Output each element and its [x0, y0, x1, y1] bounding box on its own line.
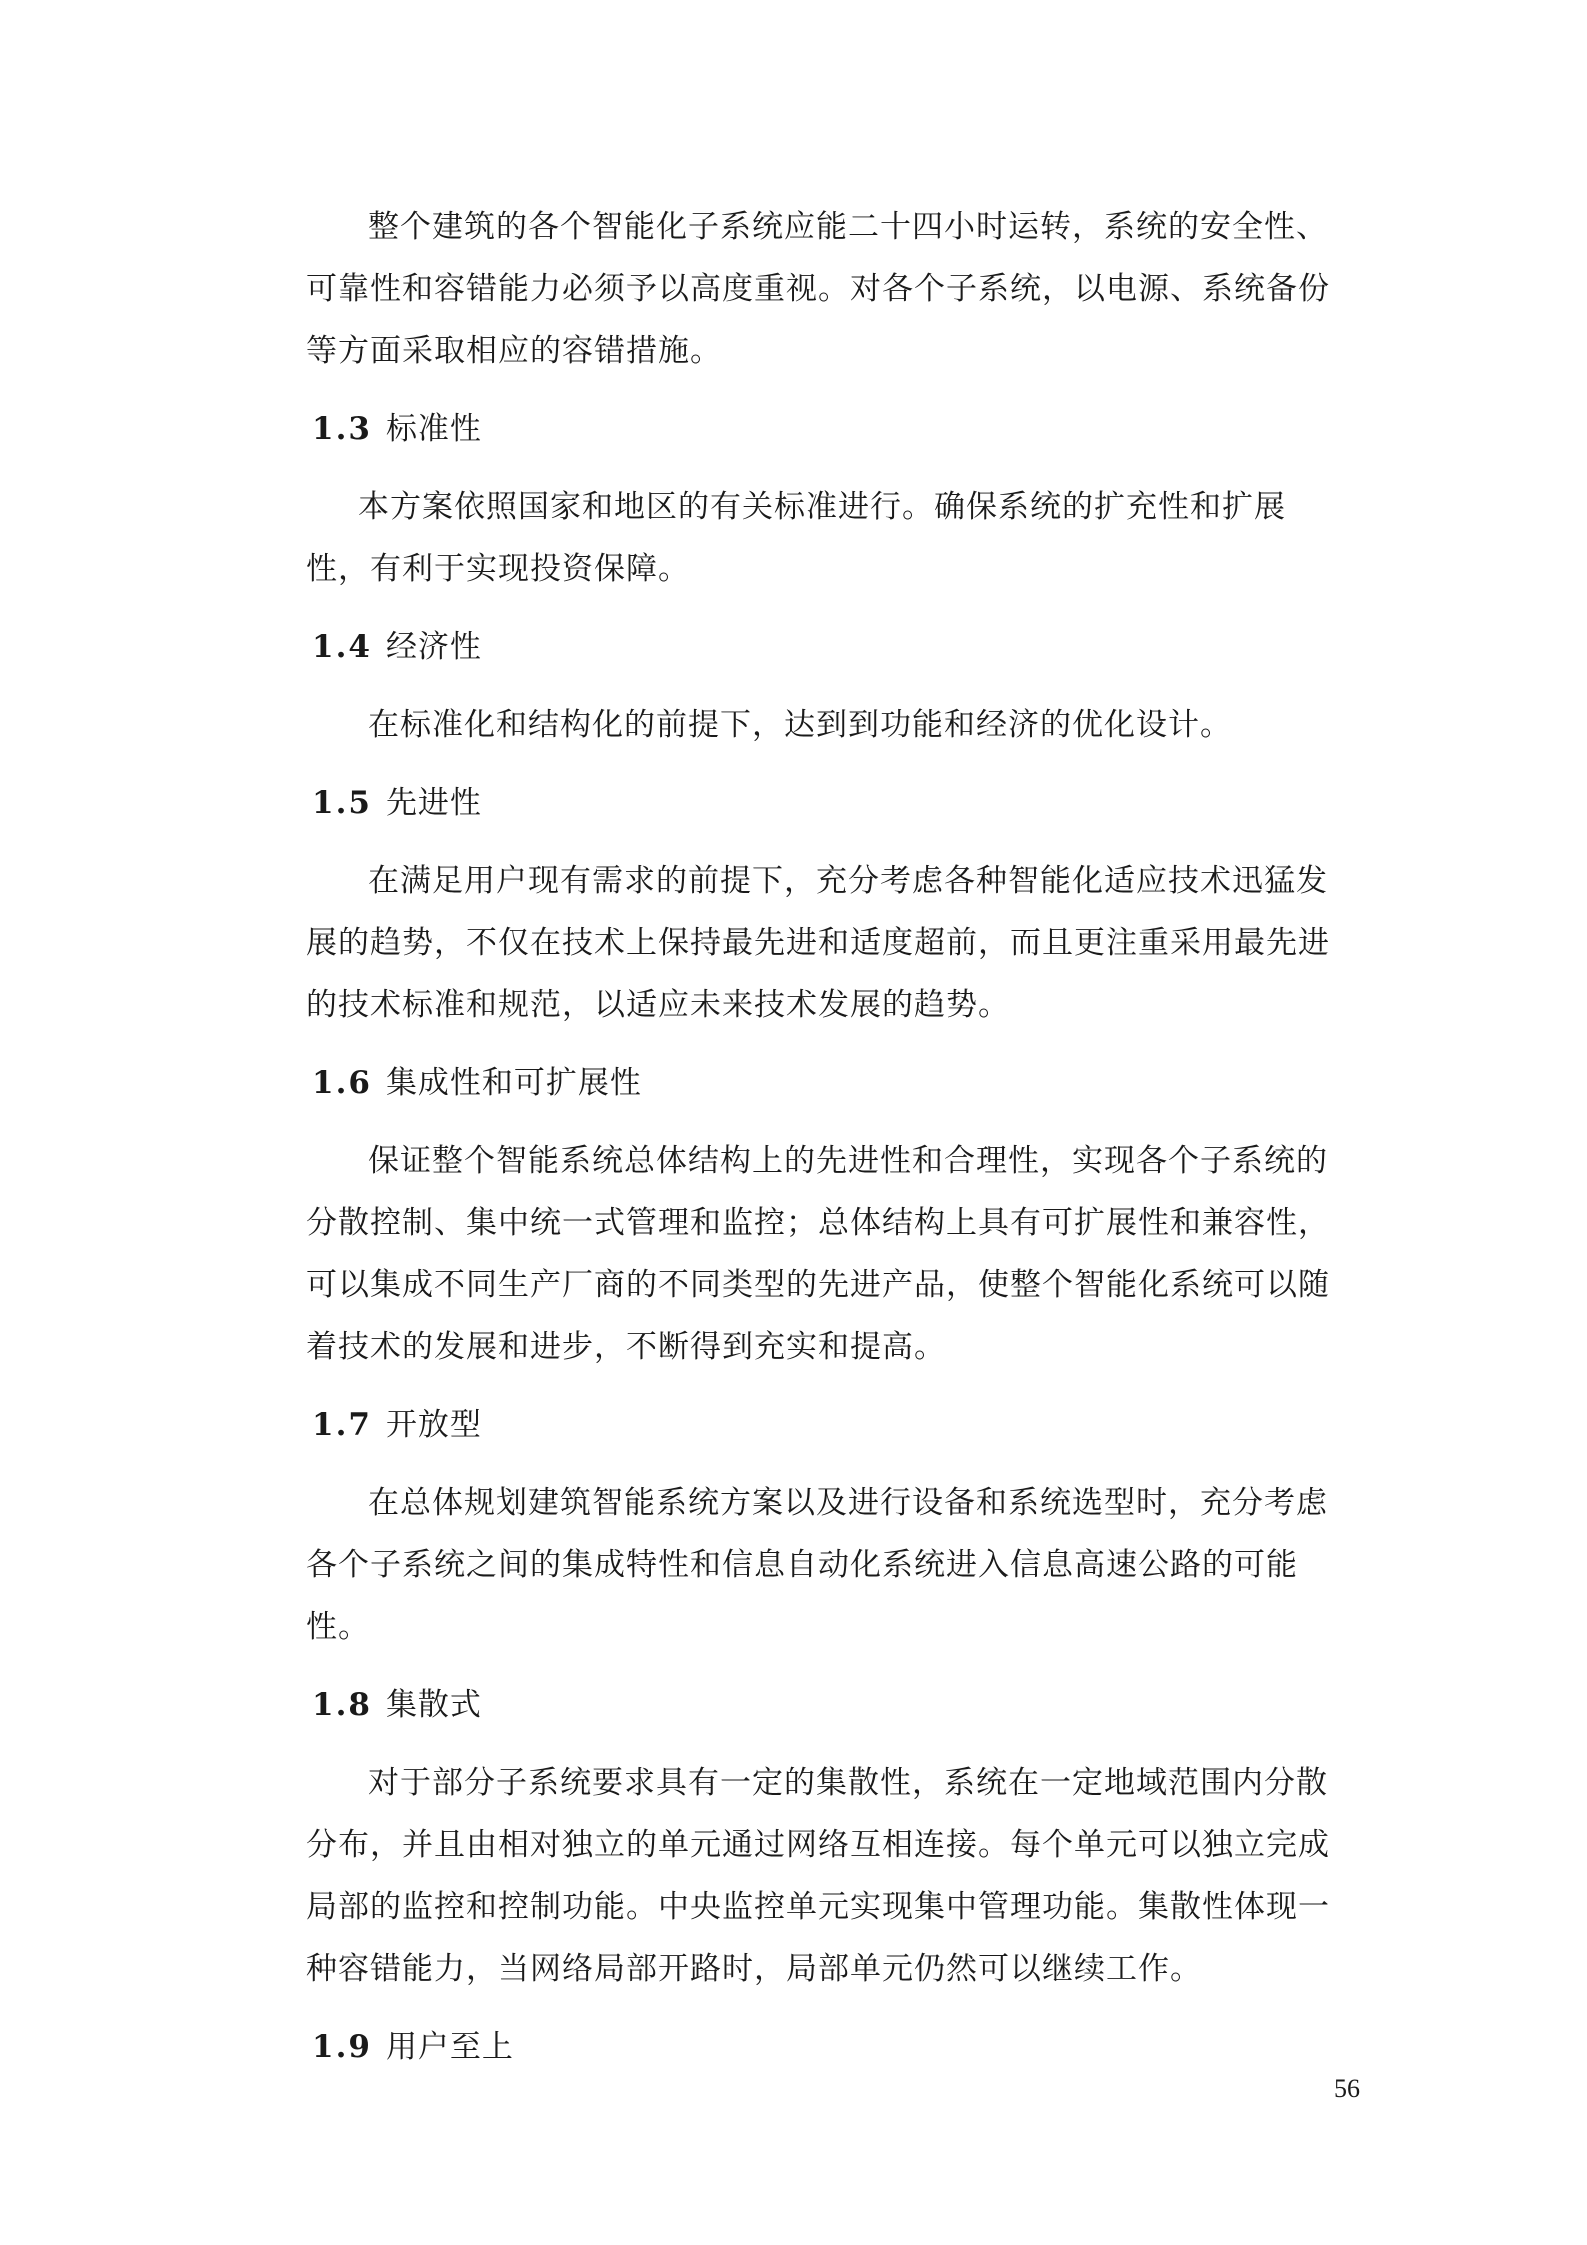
paragraph-standards: 本方案依照国家和地区的有关标准进行。确保系统的扩充性和扩展性，有利于实现投资保障。	[306, 489, 1286, 587]
section-title: 先进性	[385, 785, 482, 821]
section-number: 1.9	[312, 2029, 372, 2065]
section-title: 标准性	[385, 411, 482, 447]
page-number: 56	[1334, 2074, 1360, 2103]
section-heading-1-9	[306, 2016, 1346, 2078]
paragraph-advanced: 在满足用户现有需求的前提下，充分考虑各种智能化适应技术迅猛发展的趋势，不仅在技术上保持最先进和适度超前，而且更注重采用最先进的技术标准和规范，以适应未来技术发展的趋势。	[306, 863, 1330, 1023]
section-number: 1.7	[312, 1407, 372, 1443]
section-title: 集散式	[385, 1687, 482, 1723]
section-title: 开放型	[385, 1407, 482, 1443]
section-number: 1.5	[312, 785, 372, 821]
paragraph-integration: 保证整个智能系统总体结构上的先进性和合理性，实现各个子系统的分散控制、集中统一式管理和监控；总体结构上具有可扩展性和兼容性，可以集成不同生产厂商的不同类型的先进产品，使整个智能化系统可以随着技术的发展和进步，不断得到充实和提高。	[306, 1143, 1330, 1365]
section-number: 1.3	[312, 411, 372, 447]
section-heading-1-8	[306, 1674, 1346, 1736]
section-number: 1.6	[312, 1065, 372, 1101]
section-heading-1-4	[306, 616, 1346, 678]
paragraph-openness: 在总体规划建筑智能系统方案以及进行设备和系统选型时，充分考虑各个子系统之间的集成特性和信息自动化系统进入信息高速公路的可能性。	[306, 1485, 1328, 1645]
paragraph-distributed: 对于部分子系统要求具有一定的集散性，系统在一定地域范围内分散分布，并且由相对独立的单元通过网络互相连接。每个单元可以独立完成局部的监控和控制功能。中央监控单元实现集中管理功能。集散性体现一种容错能力，当网络局部开路时，局部单元仍然可以继续工作。	[306, 1765, 1330, 1987]
section-number: 1.4	[312, 629, 372, 665]
paragraph-fault-tolerance: 整个建筑的各个智能化子系统应能二十四小时运转，系统的安全性、可靠性和容错能力必须予以高度重视。对各个子系统，以电源、系统备份等方面采取相应的容错措施。	[306, 209, 1330, 369]
section-number: 1.8	[312, 1687, 372, 1723]
paragraph-economy: 在标准化和结构化的前提下，达到到功能和经济的优化设计。	[368, 707, 1232, 743]
section-title: 用户至上	[385, 2029, 514, 2065]
section-heading-1-6	[306, 1052, 1346, 1114]
section-heading-1-5	[306, 772, 1346, 834]
page-body	[306, 196, 1346, 2094]
section-title: 经济性	[385, 629, 482, 665]
section-title: 集成性和可扩展性	[385, 1065, 642, 1101]
section-heading-1-7	[306, 1394, 1346, 1456]
section-heading-1-3	[306, 398, 1346, 460]
